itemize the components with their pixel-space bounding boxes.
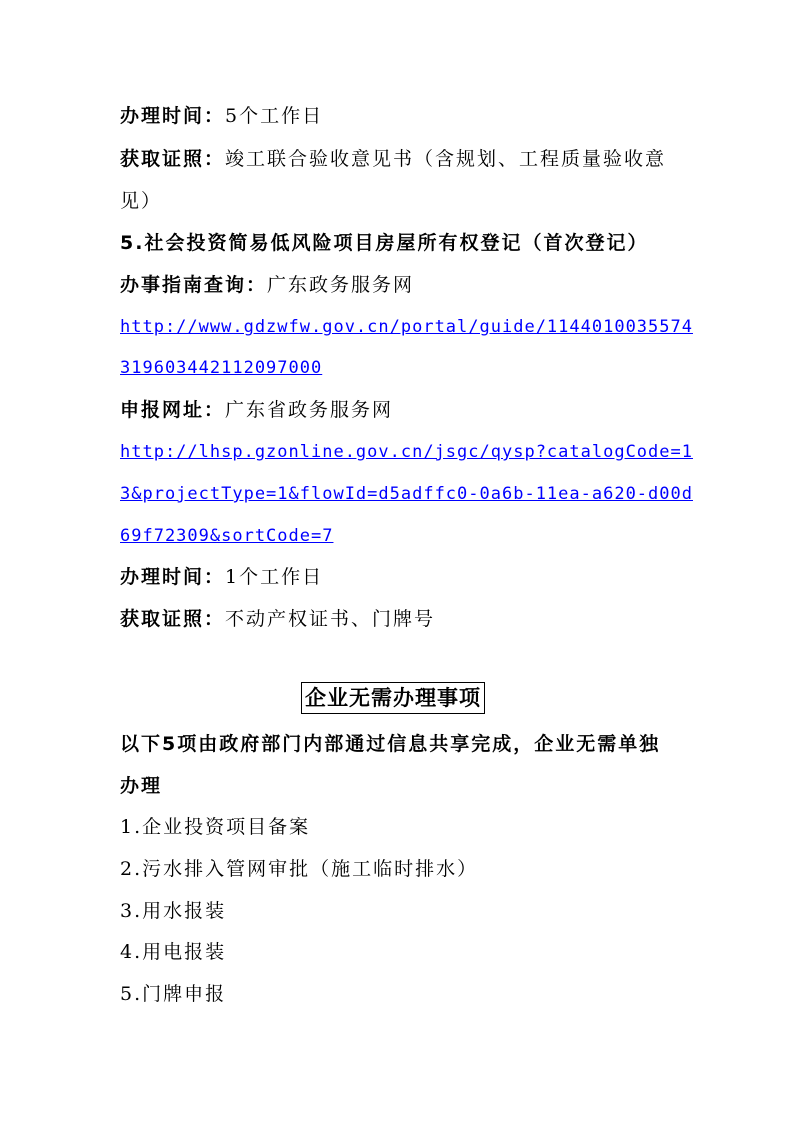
item4-cert-line: [120, 145, 666, 173]
item5-guide-line: [120, 271, 414, 299]
cert-label: 获取证照：: [120, 148, 226, 170]
item4-time-line: [120, 102, 323, 130]
guide-url-link[interactable]: http://www.gdzwfw.gov.cn/portal/guide/1144010035574: [120, 317, 693, 337]
item5-apply-line: [120, 396, 393, 424]
apply-label: 申报网址：: [120, 399, 226, 421]
list-item: 4.用电报装: [120, 941, 227, 963]
cert-label: 获取证照：: [120, 608, 226, 630]
time-value: 1个工作日: [225, 566, 324, 588]
apply-url-link-end[interactable]: 69f72309&sortCode=7: [120, 526, 334, 546]
section-intro: 以下5项由政府部门内部通过信息共享完成，企业无需单独: [120, 733, 661, 755]
apply-url-link[interactable]: http://lhsp.gzonline.gov.cn/jsgc/qysp?catalogCode=1: [120, 442, 693, 462]
item5-title: 5.社会投资简易低风险项目房屋所有权登记（首次登记）: [120, 232, 649, 254]
section-title-box: 企业无需办理事项: [301, 682, 485, 714]
item5-time-line: [120, 563, 323, 591]
cert-value: 竣工联合验收意见书（含规划、工程质量验收意: [225, 148, 667, 170]
guide-value: 广东政务服务网: [267, 274, 415, 296]
apply-value: 广东省政务服务网: [225, 399, 394, 421]
cert-value: 不动产权证书、门牌号: [225, 608, 436, 630]
time-label: 办理时间：: [120, 566, 226, 588]
list-item: 2.污水排入管网审批（施工临时排水）: [120, 858, 479, 880]
section-intro-continued: 办理: [120, 775, 163, 797]
apply-url-link-continued[interactable]: 3&projectType=1&flowId=d5adffc0-0a6b-11ea-a620-d00d: [120, 484, 693, 504]
item4-cert-line-continued: 见）: [120, 190, 163, 212]
list-item: 1.企业投资项目备案: [120, 816, 311, 838]
time-value: 5个工作日: [225, 105, 324, 127]
item5-cert-line: [120, 605, 435, 633]
list-item: 5.门牌申报: [120, 983, 227, 1005]
guide-label: 办事指南查询：: [120, 274, 268, 296]
time-label: 办理时间：: [120, 105, 226, 127]
list-item: 3.用水报装: [120, 900, 227, 922]
guide-url-link-continued[interactable]: 319603442112097000: [120, 358, 323, 378]
